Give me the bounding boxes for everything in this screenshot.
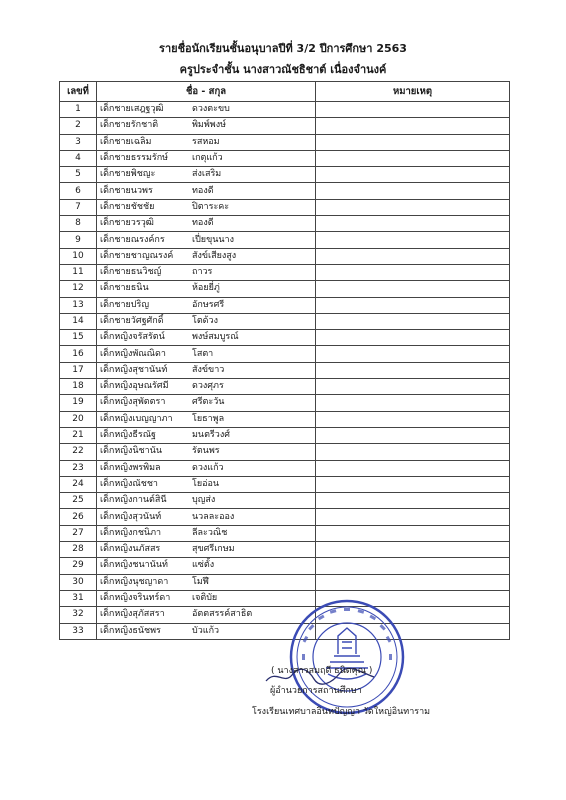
row-number: 15	[60, 330, 97, 346]
row-number: 33	[60, 623, 97, 639]
student-name	[97, 346, 316, 362]
student-name	[97, 150, 316, 166]
student-name	[97, 542, 316, 558]
student-name	[97, 411, 316, 427]
student-name	[97, 313, 316, 329]
student-name	[97, 167, 316, 183]
row-note	[316, 411, 510, 427]
row-note	[316, 346, 510, 362]
student-last-name: มนตรีวงศ์	[192, 430, 230, 441]
student-last-name: ดวงศุภร	[192, 381, 224, 392]
table-row	[60, 167, 510, 183]
row-number: 26	[60, 509, 97, 525]
table-row	[60, 264, 510, 280]
student-last-name: อัตตสรรค์สาธิต	[192, 609, 253, 620]
student-first-name: เด็กหญิงกชนิภา	[100, 527, 162, 538]
student-last-name: ทองดี	[192, 185, 214, 196]
student-name	[97, 134, 316, 150]
table-row	[60, 313, 510, 329]
student-last-name: บุญส่ง	[192, 495, 216, 506]
row-number: 6	[60, 183, 97, 199]
row-number: 7	[60, 199, 97, 215]
student-last-name: โตด้วง	[192, 316, 218, 326]
student-first-name: เด็กหญิงสุพัตตรา	[100, 397, 166, 408]
row-number: 4	[60, 150, 97, 166]
row-note	[316, 460, 510, 476]
table-row	[60, 607, 510, 623]
student-last-name: รัตนพร	[192, 446, 220, 457]
table-header-row	[60, 82, 510, 102]
student-name	[97, 118, 316, 134]
row-note	[316, 297, 510, 313]
table-row	[60, 281, 510, 297]
student-table	[59, 81, 510, 640]
row-note	[316, 264, 510, 280]
student-last-name: โยอ่อน	[192, 478, 220, 489]
row-note	[316, 216, 510, 232]
student-last-name: โยธาพูล	[192, 413, 225, 424]
row-number: 12	[60, 281, 97, 297]
table-row	[60, 362, 510, 378]
row-note	[316, 167, 510, 183]
signer-position: ผู้อำนวยการสถานศึกษา	[270, 686, 362, 696]
row-number: 16	[60, 346, 97, 362]
student-first-name: เด็กหญิงกานต์สินี	[100, 495, 167, 506]
student-name	[97, 183, 316, 199]
student-first-name: เด็กหญิงพรพิมล	[100, 462, 161, 473]
row-note	[316, 199, 510, 215]
row-number: 25	[60, 493, 97, 509]
school-name: โรงเรียนเทศบาลอินทปัญญา วัดใหญ่อินทาราม	[252, 707, 431, 717]
row-number: 11	[60, 264, 97, 280]
row-number: 18	[60, 379, 97, 395]
student-name	[97, 444, 316, 460]
student-first-name: เด็กหญิงธีรณัฐ	[100, 430, 157, 441]
row-number: 17	[60, 362, 97, 378]
student-last-name: พิมพ์พงษ์	[192, 120, 227, 131]
row-number: 28	[60, 542, 97, 558]
school-seal	[288, 598, 406, 716]
student-last-name: เจติบัย	[192, 593, 218, 604]
student-first-name: เด็กชายวัศฐศักดิ์	[100, 316, 164, 326]
row-number: 10	[60, 248, 97, 264]
table-row	[60, 542, 510, 558]
student-first-name: เด็กชายธนวิชญ์	[100, 267, 162, 278]
student-name	[97, 264, 316, 280]
student-last-name: ดวงตะขบ	[192, 104, 230, 115]
table-row	[60, 248, 510, 264]
student-last-name: โมฬี	[192, 576, 209, 587]
row-number: 3	[60, 134, 97, 150]
row-number: 32	[60, 607, 97, 623]
student-last-name: ทองดี	[192, 218, 214, 229]
row-number: 5	[60, 167, 97, 183]
row-number: 8	[60, 216, 97, 232]
student-first-name: เด็กชายเสฎฐวุฒิ	[100, 104, 164, 115]
row-note	[316, 150, 510, 166]
student-first-name: เด็กชายรักชาติ	[100, 120, 159, 131]
student-name	[97, 297, 316, 313]
student-last-name: อักษรศรี	[192, 299, 225, 310]
student-first-name: เด็กหญิงนุชญาดา	[100, 576, 169, 587]
table-row	[60, 444, 510, 460]
student-first-name: เด็กหญิงจรัสรัตน์	[100, 332, 165, 343]
student-first-name: เด็กชายชัชชัย	[100, 201, 155, 212]
row-number: 14	[60, 313, 97, 329]
table-row	[60, 411, 510, 427]
student-first-name: เด็กหญิงชนานันท์	[100, 560, 168, 571]
student-name	[97, 232, 316, 248]
student-first-name: เด็กชายเฉลิม	[100, 136, 152, 147]
row-number: 23	[60, 460, 97, 476]
student-last-name: ดวงแก้ว	[192, 462, 224, 473]
table-row	[60, 199, 510, 215]
row-note	[316, 427, 510, 443]
student-last-name: โสตา	[192, 348, 214, 359]
student-last-name: นวลละออง	[192, 511, 235, 522]
student-last-name: ปิตาระคะ	[192, 201, 230, 212]
table-row	[60, 183, 510, 199]
student-first-name: เด็กหญิงสุภัสสรา	[100, 609, 165, 620]
student-first-name: เด็กชายธรรมรักษ์	[100, 153, 169, 164]
table-row	[60, 150, 510, 166]
signer-name: ( นางสาวสมฤดี ธนิตคุณ )	[271, 666, 373, 676]
student-first-name: เด็กหญิงธนัชพร	[100, 625, 161, 636]
table-row	[60, 330, 510, 346]
row-note	[316, 183, 510, 199]
student-name	[97, 476, 316, 492]
teacher-line: ครูประจำชั้น นางสาวณัชธิชาต์ เนื่องจำนงค์	[179, 63, 387, 76]
table-row	[60, 558, 510, 574]
student-name	[97, 574, 316, 590]
row-number: 30	[60, 574, 97, 590]
student-first-name: เด็กหญิงเบญญาภา	[100, 413, 173, 424]
student-name	[97, 330, 316, 346]
row-note	[316, 525, 510, 541]
table-row	[60, 590, 510, 606]
student-last-name: แซ่ตั้ง	[192, 560, 215, 571]
table-row	[60, 118, 510, 134]
student-first-name: เด็กชายธนิน	[100, 283, 149, 294]
student-last-name: บัวแก้ว	[192, 625, 220, 636]
row-note	[316, 248, 510, 264]
student-name	[97, 509, 316, 525]
row-note	[316, 379, 510, 395]
student-first-name: เด็กหญิงจรินทร์ดา	[100, 593, 171, 604]
student-first-name: เด็กชายพิชญะ	[100, 169, 156, 180]
row-number: 31	[60, 590, 97, 606]
table-row	[60, 460, 510, 476]
header-name: ชื่อ - สกุล	[97, 82, 316, 102]
row-note	[316, 558, 510, 574]
row-note	[316, 574, 510, 590]
student-last-name: พงษ์สมบูรณ์	[192, 332, 239, 343]
row-number: 24	[60, 476, 97, 492]
table-row	[60, 476, 510, 492]
row-number: 22	[60, 444, 97, 460]
row-note	[316, 102, 510, 118]
table-row	[60, 346, 510, 362]
student-first-name: เด็กชายชาญณรงค์	[100, 250, 174, 261]
row-note	[316, 313, 510, 329]
page-title: รายชื่อนักเรียนชั้นอนุบาลปีที่ 3/2 ปีการศึกษา 2563	[159, 42, 407, 55]
student-name	[97, 199, 316, 215]
table-row	[60, 232, 510, 248]
student-name	[97, 493, 316, 509]
table-row	[60, 623, 510, 639]
student-name	[97, 281, 316, 297]
row-note	[316, 476, 510, 492]
table-row	[60, 509, 510, 525]
student-last-name: สังข์ขาว	[192, 364, 225, 375]
student-name	[97, 460, 316, 476]
row-note	[316, 444, 510, 460]
table-row	[60, 427, 510, 443]
table-row	[60, 525, 510, 541]
table-row	[60, 379, 510, 395]
row-note	[316, 134, 510, 150]
student-last-name: ส่งเสริม	[192, 169, 222, 180]
student-name	[97, 525, 316, 541]
student-name	[97, 427, 316, 443]
student-last-name: ศรีตะวัน	[192, 397, 225, 408]
row-note	[316, 509, 510, 525]
student-name	[97, 558, 316, 574]
student-first-name: เด็กชายณรงค์กร	[100, 234, 165, 245]
student-first-name: เด็กหญิงอุษณรัศมี	[100, 381, 169, 392]
student-last-name: ห้อยยี่ภู่	[192, 283, 220, 294]
student-name	[97, 623, 316, 639]
row-number: 20	[60, 411, 97, 427]
table-row	[60, 216, 510, 232]
row-note	[316, 118, 510, 134]
student-last-name: เปี่ยขุนนาง	[192, 234, 234, 245]
row-number: 29	[60, 558, 97, 574]
student-first-name: เด็กหญิงณัชชา	[100, 478, 158, 489]
student-first-name: เด็กชายนวพร	[100, 185, 153, 196]
student-last-name: ลีละวณิช	[192, 527, 228, 538]
row-note	[316, 330, 510, 346]
student-last-name: รสหอม	[192, 136, 220, 147]
student-name	[97, 102, 316, 118]
student-first-name: เด็กชายวรวุฒิ	[100, 218, 154, 229]
student-first-name: เด็กหญิงสุวนันท์	[100, 511, 162, 522]
table-row	[60, 574, 510, 590]
student-last-name: เกตุแก้ว	[192, 153, 223, 164]
row-number: 9	[60, 232, 97, 248]
student-last-name: ถาวร	[192, 267, 213, 278]
table-row	[60, 493, 510, 509]
student-first-name: เด็กหญิงพัณณิดา	[100, 348, 166, 359]
student-name	[97, 395, 316, 411]
student-first-name: เด็กชายปริญ	[100, 299, 150, 310]
row-number: 1	[60, 102, 97, 118]
student-name	[97, 607, 316, 623]
row-number: 2	[60, 118, 97, 134]
row-note	[316, 232, 510, 248]
row-note	[316, 395, 510, 411]
student-name	[97, 379, 316, 395]
student-first-name: เด็กหญิงสุชานันท์	[100, 364, 168, 375]
row-number: 19	[60, 395, 97, 411]
student-name	[97, 590, 316, 606]
student-name	[97, 362, 316, 378]
row-note	[316, 362, 510, 378]
student-first-name: เด็กหญิงนิชานัน	[100, 446, 162, 457]
table-row	[60, 395, 510, 411]
row-note	[316, 493, 510, 509]
row-number: 13	[60, 297, 97, 313]
student-name	[97, 248, 316, 264]
student-name	[97, 216, 316, 232]
student-last-name: สังข์เสียงสูง	[192, 250, 237, 261]
row-number: 21	[60, 427, 97, 443]
student-first-name: เด็กหญิงนภัสสร	[100, 544, 161, 555]
header-note: หมายเหตุ	[316, 82, 510, 102]
header-no: เลขที่	[60, 82, 97, 102]
student-last-name: สุขศรีเกษม	[192, 544, 235, 555]
table-row	[60, 102, 510, 118]
table-row	[60, 297, 510, 313]
row-note	[316, 281, 510, 297]
row-note	[316, 542, 510, 558]
row-number: 27	[60, 525, 97, 541]
table-row	[60, 134, 510, 150]
